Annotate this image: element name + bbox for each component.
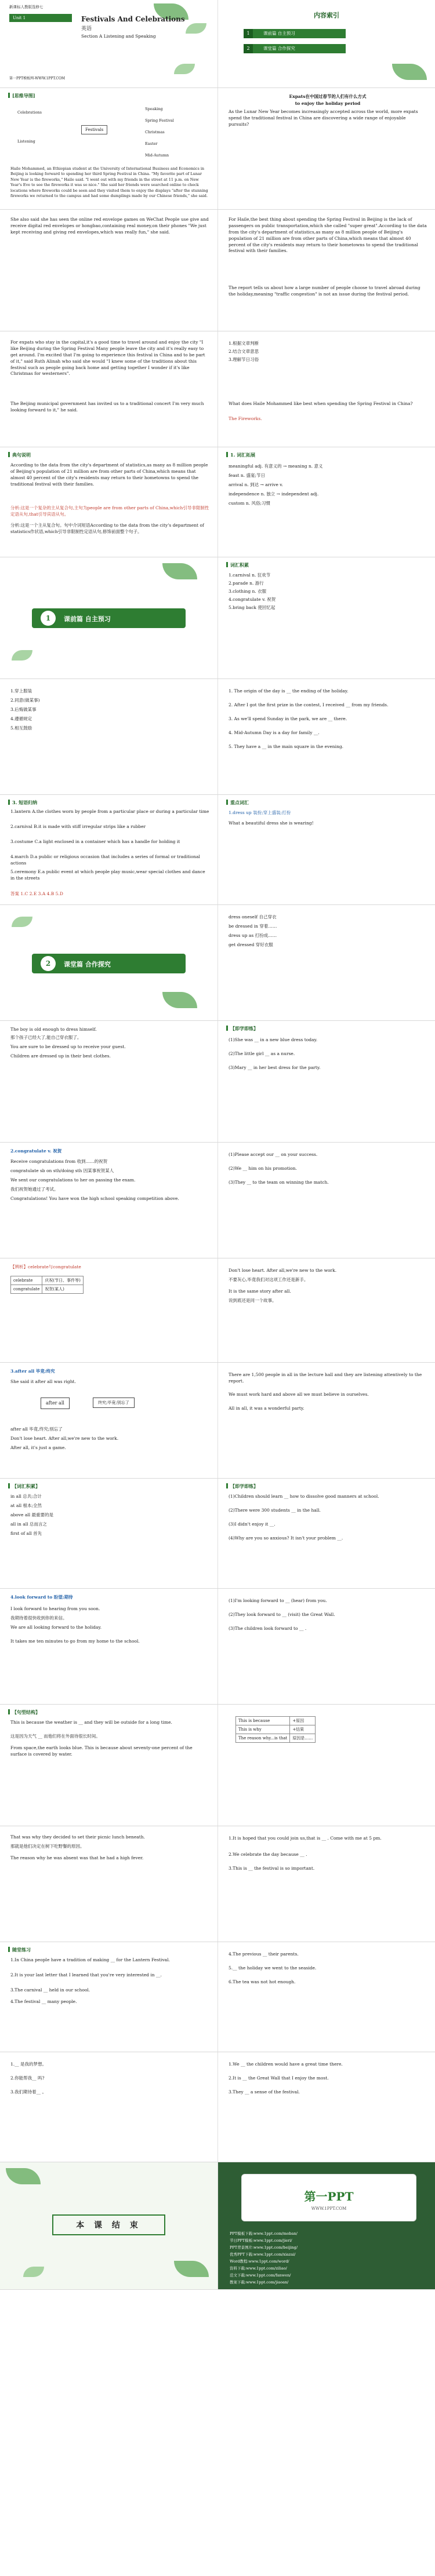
footer-link[interactable]: 优秀PPT下载:www.1ppt.com/xiazai/ — [230, 2252, 296, 2257]
look-forward-line: I look forward to hearing from you soon. — [10, 1606, 100, 1611]
slide-reading — [0, 210, 435, 331]
slide-matching — [0, 795, 435, 905]
sentence-line: 这是因为天气 __ 而他们将在外面待很长时间。 — [10, 1734, 100, 1739]
slide-mindmap — [0, 88, 435, 210]
section-number: 2 — [41, 956, 56, 971]
table-cell: 祝贺(某人) — [42, 1285, 83, 1294]
mindmap-label: [思维导图] — [8, 93, 35, 100]
leaf-decoration — [162, 563, 197, 579]
footer-link[interactable]: PPT模板下载:www.1ppt.com/moban/ — [230, 2231, 298, 2236]
vocab2-item: feast n. 盛宴;节日 — [229, 473, 266, 478]
phrase-panel — [0, 1479, 217, 1588]
mindmap-node: Christmas — [145, 130, 165, 134]
prestudy-item: 5.bring back 使回忆起 — [229, 605, 276, 610]
exercise-item: (1)Children should learn __ how to dissolve good manners at school. — [229, 1494, 379, 1499]
after-box: 终究;毕竟;别忘了 — [93, 1398, 135, 1408]
congratulate-line: We sent our congratulations to her on passing the exam. — [10, 1177, 136, 1183]
notes-title: 典句说明 — [8, 452, 31, 459]
leaf-decoration — [23, 2267, 44, 2277]
leaf-decoration — [186, 23, 206, 34]
prestudy-right-item: 3.后悔做某事 — [10, 707, 37, 712]
table-row — [11, 1285, 84, 1294]
sentence-line: From space,the earth looks blue. This is because about seventy-one percent of the surface is covered by water. — [10, 1745, 193, 1757]
leaf-decoration — [6, 2168, 41, 2184]
after-line: after all 毕竟,终究;别忘了 — [10, 1426, 63, 1432]
table-cell: +原因 — [290, 1717, 316, 1725]
table-row — [236, 1717, 316, 1725]
points-example: What a beautiful dress she is wearing! — [229, 820, 314, 826]
banner-panel — [0, 557, 217, 678]
reading-paragraph: Haile Mohammed, an Ethiopian student at the University of International Business and Economics in Beijing is looking forward to spending her third Spring Festival in China. "My favorite part of Lunar New Year is the fireworks," Haile said. "I went out with my friends in the street at 11 p.m. on New Year's Eve to see the fireworks it was so nice." She said her friends were searched online to check locations where fireworks could be seen and they visited them to enjoy the displays "after the stunning fireworks we returned to the campus and had some dumplings made by our Chinese friends," she said. — [10, 166, 208, 199]
after-example: 不要灰心,毕竟我们对这项工作还是新手。 — [229, 1277, 309, 1282]
congratulate-practice-panel — [217, 1143, 435, 1258]
match-item: 4.march D.a public or religious occasion that includes a series of formal or traditional actions — [10, 854, 200, 866]
translate-panel — [0, 1826, 217, 1942]
vocab2-header: 1. 词汇拓展 — [226, 452, 255, 459]
phrase-item: first of all 首先 — [10, 1531, 42, 1536]
table-cell: 原因是…… — [290, 1734, 316, 1743]
completion-item: 3.我们期待着__ 。 — [10, 2089, 47, 2095]
review-right-panel — [217, 1942, 435, 2052]
sentence-table-panel — [217, 1705, 435, 1826]
points-detail-panel — [0, 1021, 217, 1142]
points-header: 重点词汇 — [226, 800, 249, 807]
compare-title: 【辨析】celebrate与congratulate — [10, 1264, 81, 1269]
after-example: 说到底还是同一个故事。 — [229, 1298, 277, 1303]
mindmap-node: Festivals — [81, 125, 107, 134]
table-cell: This is because — [236, 1717, 290, 1725]
fill-blank: 3. As we'll spend Sunday in the park, we are __ there. — [229, 716, 347, 721]
points-example: 那个孩子已经大了,能自己穿衣服了。 — [10, 1035, 82, 1040]
phrase-example: All in all, it was a wonderful party. — [229, 1406, 304, 1411]
match-right-panel — [217, 679, 435, 794]
points-item: 1.dress up 装扮;穿上盛装;打扮 — [229, 810, 291, 815]
practice-item: (1)She was __ in a new blue dress today. — [229, 1037, 318, 1042]
toc-item-explore[interactable]: 课堂篇 合作探究 — [253, 44, 346, 53]
phrase-item: all in all 总而言之 — [10, 1521, 47, 1527]
prestudy-item: 1.carnival n. 狂欢节 — [229, 572, 271, 578]
brand-name: 第一PPT — [304, 2190, 354, 2203]
slide-reading-vocab — [0, 331, 435, 447]
vocab-panel — [217, 331, 435, 447]
reading-title: Expats在中国过春节的人们有什么方式 — [289, 94, 367, 99]
slide-notes — [0, 447, 435, 557]
prestudy-right-item: 2.同意(做某事) — [10, 698, 40, 703]
table-row — [11, 1276, 84, 1285]
match-answer: 答案 1.C 2.E 3.A 4.B 5.D — [10, 891, 63, 896]
brand-panel — [217, 2162, 435, 2289]
practice-item: (3)They __ to the team on winning the match. — [229, 1180, 329, 1185]
after-right-panel — [217, 1258, 435, 1362]
review-item: 6.The tea was not hot enough. — [229, 1979, 296, 1984]
notes-paragraph: According to the data from the city's department of statistics,as many as 8 million people of Beijing's population of 21 million are from other parts of China,which means that almost 40 percent of the city's residents may return to their hometowns to spend the traditional festival with their families. — [10, 462, 208, 487]
leaf-decoration — [12, 917, 32, 927]
toc-num: 1 — [244, 29, 253, 38]
compare-table — [10, 1276, 84, 1294]
reading-panel — [217, 210, 435, 331]
table-row — [236, 1725, 316, 1734]
phrase-header: 【词汇积累】 — [8, 1483, 40, 1490]
prestudy-header: 词汇积累 — [226, 562, 249, 569]
fill-blank: 2. After I got the first prize in the contest, I received __ from my friends. — [229, 702, 389, 707]
cover-series: 新课标人教版选修七 — [9, 5, 44, 9]
after-box: after all — [41, 1398, 70, 1409]
vocab-item: 1.根据文章判断 — [229, 341, 259, 346]
toc-title: 内容索引 — [314, 12, 339, 19]
slide-look-forward — [0, 1589, 435, 1705]
cover-title: Festivals And Celebrations — [81, 15, 185, 23]
footer-link[interactable]: PPT背景图片:www.1ppt.com/beijing/ — [230, 2245, 298, 2250]
mindmap-node: Easter — [145, 141, 158, 146]
congratulate-title: 2.congratulate v. 祝贺 — [10, 1148, 62, 1154]
congratulate-line: congratulate sb on sth/doing sth 因某事祝贺某人 — [10, 1168, 114, 1173]
prestudy-panel — [217, 557, 435, 678]
ending-panel — [0, 2162, 217, 2289]
completion-item: 1.We __ the children would have a great time there. — [229, 2061, 343, 2067]
translate-line: The reason why he was absent was that he had a high fever. — [10, 1855, 144, 1860]
mindmap-node: Spring Festival — [145, 118, 174, 123]
exercise-header: 【即学即练】 — [226, 1483, 258, 1490]
review-item: 2.It is your last letter that I learned that you're very interested in __. — [10, 1972, 162, 1977]
look-forward-line: 我期待着很快收到你的来信。 — [10, 1615, 67, 1621]
vocab-item: 2.结合文章意思 — [229, 349, 259, 354]
footer-link[interactable]: 范文下载:www.1ppt.com/fanwen/ — [230, 2273, 291, 2278]
congratulate-line: Congratulations! You have won the high school speaking competition above. — [10, 1196, 179, 1201]
table-cell: congratulate — [11, 1285, 42, 1294]
slide-compare — [0, 1258, 435, 1363]
practice-item: (2)The little girl __ as a nurse. — [229, 1051, 295, 1056]
answer: The Fireworks. — [229, 416, 262, 421]
match-item: 5.ceremony E.a public event at which people play music,wear special clothes and dance in the streets — [10, 869, 205, 881]
prestudy-right-item: 5.相互鼓励 — [10, 725, 32, 731]
review-panel — [0, 1942, 217, 2052]
exercise-item: (4)Why are you so anxious? It isn't your problem __. — [229, 1535, 343, 1541]
completion-right-panel — [217, 2052, 435, 2162]
practice-panel — [217, 1021, 435, 1142]
phrase-item: above all 最重要的是 — [10, 1512, 53, 1517]
points-panel — [217, 795, 435, 904]
mindmap-node: Mid-Autumn — [145, 153, 169, 158]
reading-panel — [217, 88, 435, 209]
prestudy-right-item: 4.遵循规定 — [10, 716, 32, 721]
mindmap-node: Listening — [17, 139, 35, 144]
match-panel — [0, 795, 217, 904]
prestudy-right-item: 1.穿上服装 — [10, 688, 32, 694]
mindmap-node: Speaking — [145, 107, 163, 111]
slide-banner-preview — [0, 557, 435, 679]
mindmap-panel — [0, 88, 217, 209]
points-example: Children are dressed up in their best clothes. — [10, 1053, 111, 1059]
toc-item-preview[interactable]: 课前篇 自主预习 — [253, 29, 346, 38]
translate-right-panel — [217, 1826, 435, 1942]
vocab2-panel — [217, 447, 435, 557]
prestudy-right-panel — [0, 679, 217, 794]
look-forward-line: We are all looking forward to the holiday. — [10, 1625, 102, 1630]
sentence-panel — [0, 1705, 217, 1826]
review-item: 3.The carnival __ held in our school. — [10, 1987, 90, 1993]
look-forward-title: 4.look forward to 盼望;期待 — [10, 1595, 73, 1600]
footer-link[interactable]: 教案下载:www.1ppt.com/jiaoan/ — [230, 2280, 289, 2285]
phrase-item: in all 总共;合计 — [10, 1494, 42, 1499]
congratulate-line: 我们祝贺她通过了考试。 — [10, 1187, 59, 1192]
footer-link[interactable]: 节日PPT模板:www.1ppt.com/jieri/ — [230, 2238, 292, 2243]
points-phrase: dress oneself 自己穿衣 — [229, 914, 277, 920]
translate-line: That was why they decided to set their picnic lunch beneath. — [10, 1834, 146, 1840]
review-item: 1.In China people have a tradition of making __ for the Lantern Festival. — [10, 1957, 170, 1962]
sentence-table — [235, 1716, 316, 1743]
reading-panel — [0, 331, 217, 447]
vocab2-item: custom n. 风俗;习惯 — [229, 501, 271, 506]
table-cell: The reason why...is that — [236, 1734, 290, 1743]
reading-paragraph: As the Lunar New Year becomes increasingly accepted across the world, more expats spend the traditional festival in China are discovering a wide range of enjoyable pursuits? — [229, 109, 418, 127]
fill-blank: 1. The origin of the day is __ the ending of the holiday. — [229, 688, 349, 694]
cover-panel — [0, 0, 217, 87]
prestudy-item: 3.clothing n. 衣服 — [229, 589, 267, 594]
after-example: Don't lose heart. After all,we're new to the work. — [229, 1268, 337, 1273]
footer-link[interactable]: 资料下载:www.1ppt.com/ziliao/ — [230, 2266, 287, 2271]
practice-item: (2)They look forward to __ (visit) the Great Wall. — [229, 1612, 335, 1617]
slide-banner-explore — [0, 905, 435, 1021]
table-cell: +结果 — [290, 1725, 316, 1734]
fill-blank: 5. They have a __ in the main square in the evening. — [229, 744, 344, 749]
completion-panel — [0, 2052, 217, 2162]
leaf-decoration — [174, 64, 195, 74]
mindmap-node: Celebrations — [17, 110, 42, 115]
reading-paragraph: The report tells us about how a large number of people choose to travel abroad during the holiday,meaning "traffic congestion" is not an issue during the festival period. — [229, 285, 420, 297]
compare-panel — [0, 1258, 217, 1362]
match-item: 1.lantern A.the clothes worn by people from a particular place or during a particular time — [10, 809, 209, 814]
congratulate-line: Receive congratulations from 收到……的祝贺 — [10, 1159, 108, 1164]
sentence-line: This is because the weather is __ and they will be outside for a long time. — [10, 1720, 172, 1725]
points-right-panel — [217, 905, 435, 1020]
reading-subtitle: to enjoy the holiday period — [295, 101, 361, 106]
reading-paragraph: For expats who stay in the capital,it's a good time to travel around and enjoy the city "I like Beijing during the Spring Festival Many people leave the city and it's really easy to get around. I'm excited that I'm going to experience this festival in China and to be part of it," said Ruth Alinah who said she would "I knew some of the traditions about this festival such as people going back home and getting together I wonder if it's like Christmas for westerners". — [10, 340, 205, 377]
notes-paragraph: 分析:这是一个复杂的主从复合句,主句为people are from other parts of China,which引导非限制性定语从句,that引导宾语从句。 — [10, 505, 209, 517]
cover-unit: Unit 1 — [9, 14, 72, 22]
table-row — [236, 1734, 316, 1743]
section-title: 课堂篇 合作探究 — [64, 961, 111, 968]
practice-item: 3.This is __ the festival is so important. — [229, 1866, 315, 1871]
cover-site: 第一PPT模板网-WWW.1PPT.COM — [9, 76, 66, 81]
reading-panel — [0, 210, 217, 331]
exercise-item: (2)There were 300 students __ in the hall. — [229, 1508, 321, 1513]
phrase-example: There are 1,500 people in all in the lecture hall and they are listening attentively to the report. — [229, 1372, 422, 1384]
leaf-decoration — [162, 992, 197, 1008]
cover-subject: 英语 — [81, 26, 92, 32]
completion-item: 2.It is __ the Great Wall that I enjoy the most. — [229, 2075, 329, 2081]
points-phrase: get dressed 穿好衣服 — [229, 942, 273, 947]
slide-cover — [0, 0, 435, 88]
after-line: Don't lose heart. After all,we're new to the work. — [10, 1436, 119, 1441]
prestudy-item: 4.congratulate v. 祝贺 — [229, 597, 276, 602]
brand-url: WWW.1PPT.COM — [311, 2206, 347, 2211]
points-example: The boy is old enough to dress himself. — [10, 1027, 97, 1032]
phrase-item: at all 根本;全然 — [10, 1503, 42, 1508]
phrase-example: We must work hard and above all we must believe in ourselves. — [229, 1392, 369, 1397]
reading-paragraph: She also said she has seen the online red envelope games on WeChat People use give and receive digital red envelopes or hongbao,containing real money,on their phones "We just kept receiving and giving red envelopes,which was really fun," she said. — [10, 217, 209, 235]
slide-translate — [0, 1826, 435, 1942]
vocab-item: 3.理解节日习俗 — [229, 357, 259, 362]
review-item: 4.The festival __ many people. — [10, 1999, 77, 2004]
points-phrase: dress up as 打扮成…… — [229, 933, 277, 938]
practice-header: 【即学即练】 — [226, 1026, 258, 1032]
look-forward-panel — [0, 1589, 217, 1704]
slide-prestudy — [0, 679, 435, 795]
slide-completion — [0, 2052, 435, 2162]
notes-panel — [0, 447, 217, 557]
after-line: She said it after all was right. — [10, 1379, 76, 1384]
practice-item: (3)Mary __ in her best dress for the party. — [229, 1065, 321, 1070]
table-cell: This is why — [236, 1725, 290, 1734]
table-cell: 庆祝(节日、事件等) — [42, 1276, 83, 1285]
points-phrase: be dressed in 穿着…… — [229, 924, 277, 929]
look-forward-line: It takes me ten minutes to go from my home to the school. — [10, 1639, 140, 1644]
sentence-header: 【句型结构】 — [8, 1709, 40, 1716]
exercise-item: (3)I didn't enjoy it __. — [229, 1521, 276, 1527]
section-title: 课前篇 自主预习 — [64, 615, 111, 623]
toc-panel — [217, 0, 435, 87]
review-item: 4.The previous __ their parents. — [229, 1951, 299, 1957]
leaf-decoration — [392, 64, 427, 80]
ending-title: 本 课 结 束 — [76, 2221, 142, 2230]
fill-blank: 4. Mid-Autumn Day is a day for family __. — [229, 730, 320, 735]
points-example: You are sure to be dressed up to receive your guest. — [10, 1044, 126, 1049]
section-number: 1 — [41, 611, 56, 626]
exercise-panel — [217, 1479, 435, 1588]
practice-item: 1.It is hoped that you could join us,that is __ . Come with me at 5 pm. — [229, 1836, 382, 1841]
slide-review — [0, 1942, 435, 2052]
toc-num: 2 — [244, 44, 253, 53]
slide-sentence — [0, 1705, 435, 1826]
leaf-decoration — [12, 650, 32, 661]
slide-congratulate — [0, 1143, 435, 1258]
slide-phrases — [0, 1479, 435, 1589]
match-header: 3. 短语归纳 — [8, 800, 37, 807]
practice-item: (3)The children look forward to __ . — [229, 1626, 307, 1631]
prestudy-item: 2.parade n. 游行 — [229, 581, 264, 586]
brand-logo — [241, 2174, 416, 2221]
cover-subtitle: Section A Listening and Speaking — [81, 34, 156, 39]
after-title: 3.after all 毕竟;终究 — [10, 1369, 55, 1374]
after-panel — [0, 1363, 217, 1478]
phrase-right-panel — [217, 1363, 435, 1478]
question: What does Haile Mohammed like best when spending the Spring Festival in China? — [229, 401, 413, 406]
completion-item: 1.__ 是我的梦想。 — [10, 2061, 47, 2067]
review-item: 5.__ the holiday we went to the seaside. — [229, 1965, 317, 1971]
practice-item: (2)We __ him on his promotion. — [229, 1166, 298, 1171]
footer-link[interactable]: Word教程:www.1ppt.com/word/ — [230, 2259, 289, 2264]
slide-after-all — [0, 1363, 435, 1479]
practice-item: 2.We celebrate the day because __ . — [229, 1852, 307, 1857]
reading-paragraph: For Haile,the best thing about spending the Spring Festival in Beijing is the lack of passengers on public transportation,which she called "super great".According to the data from the city's department of statistics,as many as 8 million people of Beijing's population of 21 million are from other parts of China,which means that almost 40 percent of the city's residents may return to their hometowns to spend the traditional festival with their families. — [229, 217, 427, 254]
practice-item: (1)Please accept our __ on your success. — [229, 1152, 318, 1157]
vocab2-item: arrival n. 到达 → arrive v. — [229, 482, 284, 487]
vocab2-item: meaningful adj. 有意义的 → meaning n. 意义 — [229, 464, 323, 469]
look-forward-practice-panel — [217, 1589, 435, 1704]
congratulate-panel — [0, 1143, 217, 1258]
table-cell: celebrate — [11, 1276, 42, 1285]
leaf-decoration — [174, 2261, 209, 2277]
after-example: It is the same story after all. — [229, 1289, 291, 1294]
completion-item: 3.They __ a sense of the festival. — [229, 2089, 300, 2095]
match-item: 3.costume C.a light enclosed in a container which has a handle for holding it — [10, 839, 180, 844]
completion-item: 2.你能帮我__ 吗? — [10, 2075, 45, 2081]
after-line: After all, it's just a game. — [10, 1445, 66, 1450]
match-item: 2.carnival B.it is made with stiff irregular strips like a rubber — [10, 824, 146, 829]
vocab2-item: independence n. 独立 → independent adj. — [229, 491, 319, 497]
reading-paragraph: The Beijing municipal government has invited us to a traditional concert I'm very much looking forward to it," he said. — [10, 401, 204, 413]
mindmap-diagram — [12, 104, 203, 162]
slide-points — [0, 1021, 435, 1143]
slide-ending — [0, 2162, 435, 2290]
practice-item: (1)I'm looking forward to __ (hear) from you. — [229, 1598, 327, 1603]
notes-paragraph: 分析:这是一个主从复合句。句中介词短语According to the data from the city's department of statistics作状语,which引导非限制性定语从句,修饰前面整个句子。 — [10, 523, 204, 534]
review-header: 随堂练习 — [8, 1947, 31, 1954]
translate-line: 那就是他们决定在树下吃野餐的原因。 — [10, 1844, 85, 1849]
banner-panel — [0, 905, 217, 1020]
